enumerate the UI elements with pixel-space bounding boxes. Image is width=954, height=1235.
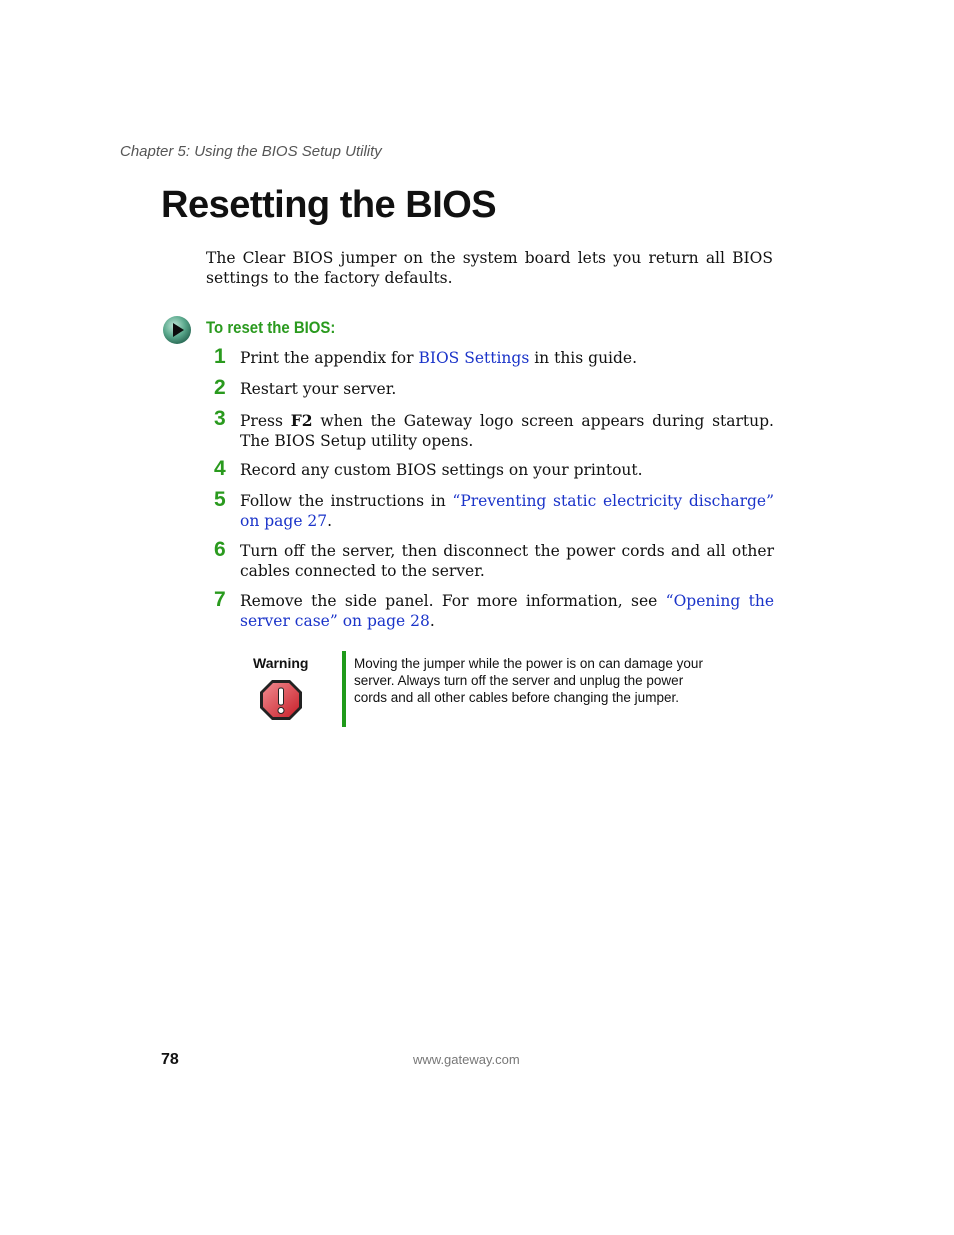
procedure-title: To reset the BIOS: (206, 318, 336, 337)
static-discharge-link[interactable]: “Preventing static electricity discharge” on page 27 (240, 492, 775, 530)
step-text: Record any custom BIOS settings on your printout. (240, 461, 643, 479)
step-text: Press F2 when the Gateway logo screen appears during startup. The BIOS Setup utility opens. (240, 411, 774, 450)
opening-case-link[interactable]: “Opening the server case” on page 28 (240, 592, 774, 630)
step-number: 1 (214, 345, 226, 368)
warning-label: Warning (253, 655, 309, 671)
warning-divider (342, 651, 346, 727)
step-number: 4 (214, 457, 226, 480)
footer-url: www.gateway.com (413, 1052, 520, 1067)
step-number: 7 (214, 588, 226, 611)
intro-paragraph: The Clear BIOS jumper on the system board lets you return all BIOS settings to the factory defaults. (206, 249, 773, 287)
step-number: 5 (214, 488, 226, 511)
key-label: F2 (290, 411, 313, 430)
page-number: 78 (161, 1051, 179, 1068)
step-text: Print the appendix for BIOS Settings in this guide. (240, 349, 638, 367)
stop-warning-icon (259, 679, 303, 721)
page-title: Resetting the BIOS (161, 184, 497, 226)
step-text: Turn off the server, then disconnect the power cords and all other cables connected to the server. (240, 542, 774, 580)
step-text: Follow the instructions in “Preventing static electricity discharge” on page 27. (240, 492, 775, 530)
step-text: Restart your server. (240, 380, 397, 398)
step-number: 6 (214, 538, 226, 561)
play-arrow-icon (162, 315, 192, 345)
step-number: 3 (214, 407, 226, 430)
step-number: 2 (214, 376, 226, 399)
warning-text: Moving the jumper while the power is on can damage your server. Always turn off the server and unplug the power cords and all other cables before changing the jumper. (354, 656, 703, 705)
chapter-header: Chapter 5: Using the BIOS Setup Utility (120, 143, 382, 160)
bios-settings-link[interactable]: BIOS Settings (418, 349, 530, 367)
step-text: Remove the side panel. For more information, see “Opening the server case” on page 28. (240, 592, 774, 630)
